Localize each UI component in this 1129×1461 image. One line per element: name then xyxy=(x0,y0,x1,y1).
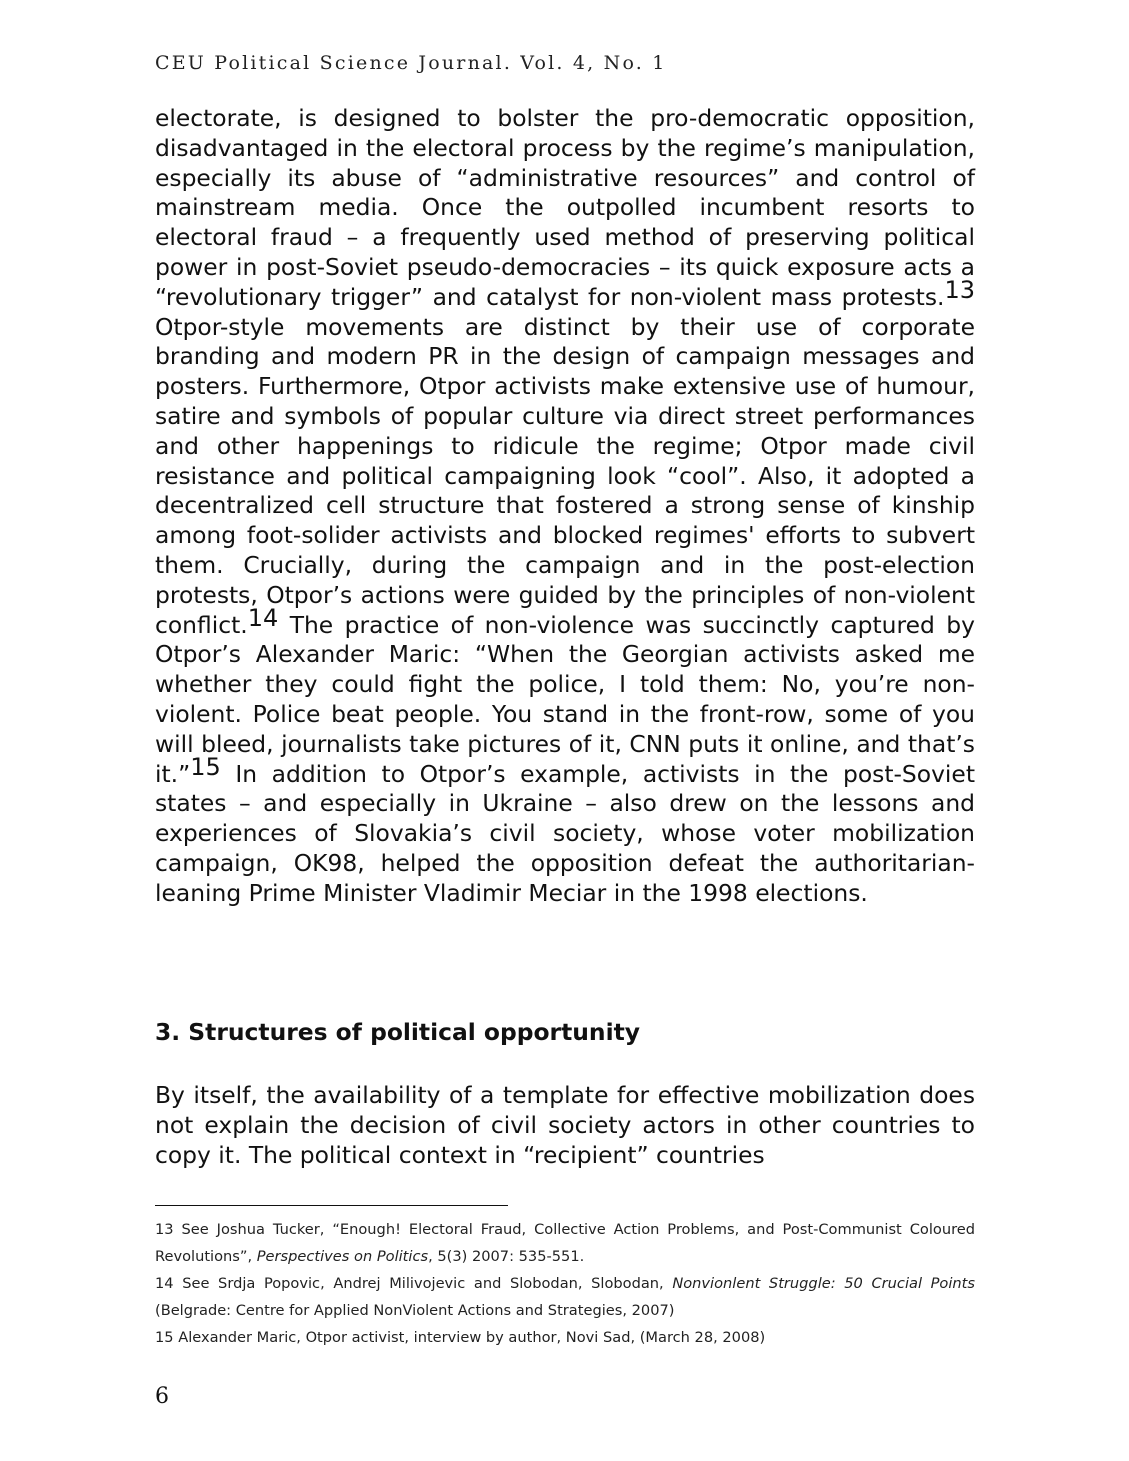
footnote-13-journal: Perspectives on Politics xyxy=(256,1248,429,1265)
body-paragraph-1 xyxy=(155,104,975,909)
footnote-14-title: Nonvionlent Struggle: 50 Crucial Points xyxy=(672,1275,975,1292)
footnote-13-text: 13 See Joshua Tucker, “Enough! Electoral Fraud, Collective Action Problems, and Post-Communist Coloured Revolutions”, xyxy=(155,1221,975,1265)
footnote-14-text: 14 See Srdja Popovic, Andrej Milivojevic and Slobodan, Slobodan, xyxy=(155,1275,673,1292)
footnote-15: 15 Alexander Maric, Otpor activist, interview by author, Novi Sad, (March 28, 2008) xyxy=(155,1329,766,1346)
body-paragraph-2: By itself, the availability of a template for effective mobilization does not explain the decision of civil society actors in other countries to copy it. The political context in “recipient” countries xyxy=(155,1081,975,1169)
section-heading: 3. Structures of political opportunity xyxy=(155,1018,641,1046)
paragraph-1-text-d: In addition to Otpor’s example, activists in the post-Soviet states – and especially in Ukraine – also drew on the lessons and experiences of Slovakia’s civil society, whose voter mobilization campaign, OK98, helped the opposition defeat the authoritarian-leaning Prime Minister Vladimir Meciar in the 1998 elections. xyxy=(155,759,975,907)
footnote-divider xyxy=(155,1205,508,1206)
footnote-14-citation: (Belgrade: Centre for Applied NonViolent Actions and Strategies, 2007) xyxy=(155,1302,675,1319)
footnote-ref-13[interactable]: 13 xyxy=(944,275,975,304)
footnote-13 xyxy=(155,1216,975,1270)
footnotes xyxy=(155,1216,975,1351)
running-head: CEU Political Science Journal. Vol. 4, No. 1 xyxy=(155,52,667,74)
footnote-ref-15[interactable]: 15 xyxy=(190,752,221,781)
paragraph-1-text-c: The practice of non-violence was succinctly captured by Otpor’s Alexander Maric: “When the Georgian activists asked me whether they could fight the police, I told them: No, you’re non-violent. Police beat people. You stand in the front-row, some of you will bleed, journalists take pictures of it, CNN puts it online, and that’s it.” xyxy=(155,610,975,788)
paragraph-1-text-a: electorate, is designed to bolster the pro-democratic opposition, disadvantaged in the electoral process by the regime’s manipulation, especially its abuse of “administrative resources” and control of mainstream media. Once the outpolled incumbent resorts to electoral fraud – a frequently used method of preserving political power in post-Soviet pseudo-democracies – its quick exposure acts a “revolutionary trigger” and catalyst for non-violent mass protests. xyxy=(155,104,975,311)
footnote-13-citation: , 5(3) 2007: 535-551. xyxy=(428,1248,585,1265)
footnote-14 xyxy=(155,1270,975,1324)
footnote-ref-14[interactable]: 14 xyxy=(247,603,279,632)
paragraph-1-text-b: Otpor-style movements are distinct by their use of corporate branding and modern PR in the design of campaign messages and posters. Furthermore, Otpor activists make extensive use of humour, satire and symbols of popular culture via direct street performances and other happenings to ridicule the regime; Otpor made civil resistance and political campaigning look “cool”. Also, it adopted a decentralized cell structure that fostered a strong sense of kinship among foot-solider activists and blocked regimes' efforts to subvert them. Crucially, during the campaign and in the post-election protests, Otpor’s actions were guided by the principles of non-violent conflict. xyxy=(155,312,975,639)
page-number: 6 xyxy=(155,1384,169,1409)
